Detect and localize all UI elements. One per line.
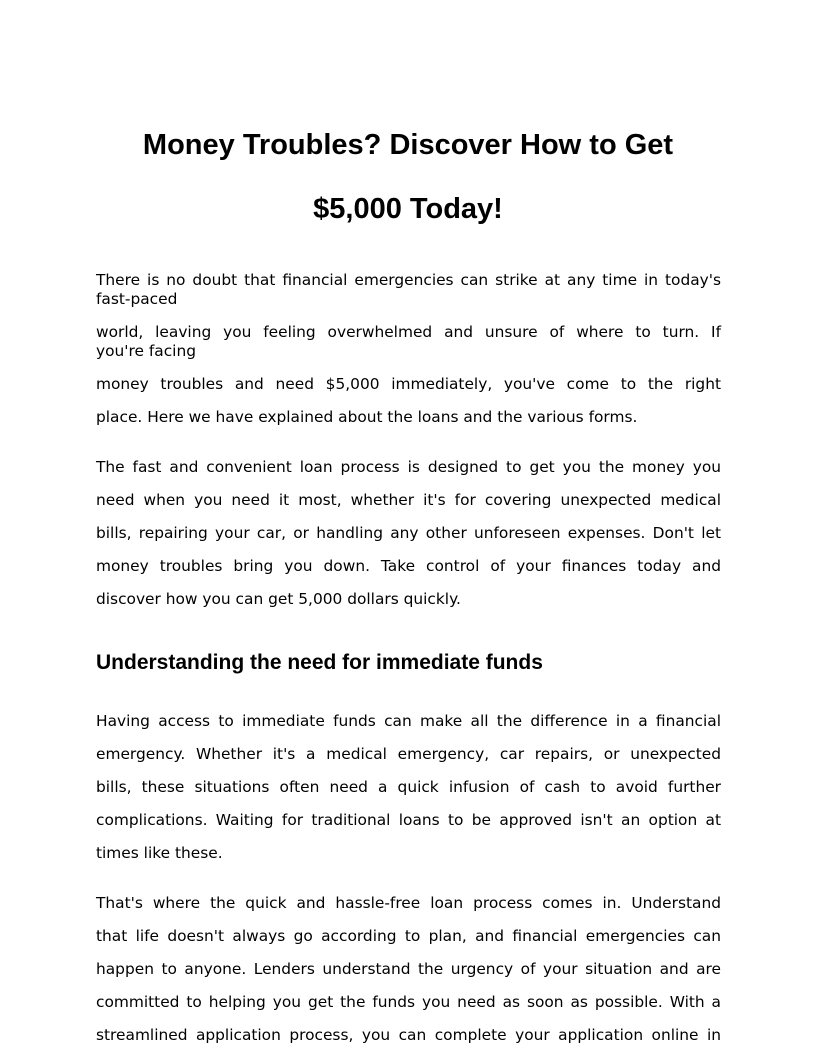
paragraph-line: place. Here we have explained about the loans and the various forms. bbox=[96, 408, 638, 426]
title-line-1: Money Troubles? Discover How to Get bbox=[142, 129, 674, 161]
paragraph-line: money troubles and need $5,000 immediately, you've come to the right bbox=[96, 375, 721, 393]
paragraph-line: you're facing bbox=[96, 342, 196, 360]
paragraph-line: The fast and convenient loan process is designed to get you the money you bbox=[96, 458, 721, 476]
paragraph-line: fast-paced bbox=[96, 290, 178, 308]
section-heading: Understanding the need for immediate funds bbox=[96, 651, 543, 674]
paragraph-line: committed to helping you get the funds you need as soon as possible. With a bbox=[96, 993, 721, 1011]
paragraph-line: bills, these situations often need a quick infusion of cash to avoid further bbox=[96, 778, 721, 796]
paragraph-line: happen to anyone. Lenders understand the urgency of your situation and are bbox=[96, 960, 721, 978]
paragraph-line: emergency. Whether it's a medical emergency, car repairs, or unexpected bbox=[96, 745, 721, 763]
paragraph-line: bills, repairing your car, or handling any other unforeseen expenses. Don't let bbox=[96, 524, 721, 542]
paragraph-line: money troubles bring you down. Take control of your finances today and bbox=[96, 557, 721, 575]
paragraph-line: world, leaving you feeling overwhelmed and unsure of where to turn. If bbox=[96, 323, 721, 341]
paragraph-line: times like these. bbox=[96, 844, 223, 862]
paragraph-line: discover how you can get 5,000 dollars quickly. bbox=[96, 590, 461, 608]
paragraph-line: Having access to immediate funds can make all the difference in a financial bbox=[96, 712, 721, 730]
paragraph-line: That's where the quick and hassle-free loan process comes in. Understand bbox=[96, 894, 721, 912]
paragraph-line: streamlined application process, you can complete your application online in bbox=[96, 1026, 721, 1044]
paragraph-line: need when you need it most, whether it's for covering unexpected medical bbox=[96, 491, 721, 509]
paragraph-line: that life doesn't always go according to plan, and financial emergencies can bbox=[96, 927, 721, 945]
paragraph-line: There is no doubt that financial emergencies can strike at any time in today's bbox=[96, 271, 721, 289]
title-line-2: $5,000 Today! bbox=[313, 193, 503, 225]
paragraph-line: complications. Waiting for traditional loans to be approved isn't an option at bbox=[96, 811, 721, 829]
